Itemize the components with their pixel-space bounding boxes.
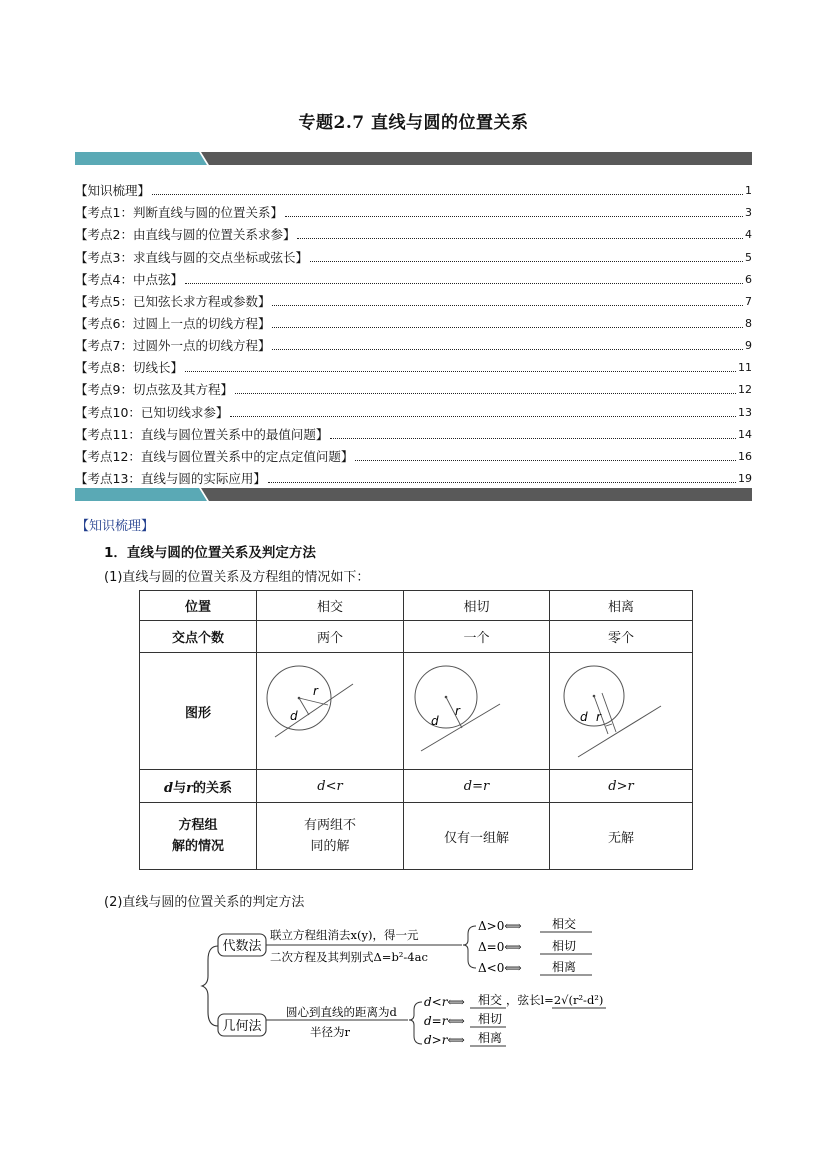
toc-entry[interactable] (75, 243, 752, 265)
footer-band (75, 488, 752, 501)
geometry-desc-2: 半径为r (310, 1025, 350, 1039)
toc-leader-dots (285, 216, 743, 217)
algebra-cond-3: Δ<0⟺ (478, 961, 522, 975)
table-row (140, 591, 693, 621)
geometry-desc-1: 圆心到直线的距离为d (286, 1005, 397, 1019)
toc-leader-dots (272, 305, 743, 306)
figure-separate (550, 653, 693, 770)
toc-entry[interactable] (75, 332, 752, 354)
toc-entry[interactable] (75, 221, 752, 243)
cell-text-line: 同的解 (310, 839, 350, 854)
toc-entry[interactable] (75, 376, 752, 398)
label-r: r (455, 704, 460, 718)
toc-entry-label: 【考点13：直线与圆的实际应用】 (75, 470, 266, 486)
cell-count-zero: 零个 (550, 621, 693, 653)
toc-entry-page: 16 (738, 449, 752, 463)
table-row (140, 803, 693, 870)
toc-entry-label: 【考点8：切线长】 (75, 360, 183, 376)
geometry-result-3: 相离 (478, 1031, 503, 1045)
cell-position-tangent: 相切 (404, 591, 550, 621)
relation-table (139, 590, 693, 870)
toc-entry-label: 【知识梳理】 (75, 183, 151, 199)
algebra-cond-1: Δ>0⟺ (478, 919, 522, 933)
toc-entry-label: 【考点1：判断直线与圆的位置关系】 (75, 205, 283, 221)
intersect-diagram (257, 653, 403, 765)
geometry-cond-1: d<r⟺ (424, 995, 465, 1009)
toc-entry[interactable] (75, 310, 752, 332)
tangent-diagram (404, 653, 549, 765)
toc-leader-dots (268, 482, 736, 483)
figure-tangent (404, 653, 550, 770)
cell-relation-greater: d>r (550, 770, 693, 803)
text-and: 与 (173, 780, 187, 796)
algebra-desc-1: 联立方程组消去x(y)，得一元 (270, 928, 419, 942)
cell-relation-equal: d=r (404, 770, 550, 803)
toc-entry-label: 【考点10：已知切线求参】 (75, 404, 229, 420)
algebra-method-label: 代数法 (222, 939, 262, 954)
toc-entry-page: 8 (745, 316, 752, 330)
label-line-2: 解的情况 (171, 839, 224, 854)
cell-position-intersect: 相交 (257, 591, 404, 621)
algebra-cond-2: Δ=0⟺ (478, 940, 522, 954)
cell-solution-two (257, 803, 404, 870)
toc-entry-label: 【考点6：过圆上一点的切线方程】 (75, 315, 271, 331)
label-d: d (580, 710, 588, 724)
toc-entry[interactable] (75, 443, 752, 465)
algebra-result-1: 相交 (552, 917, 577, 931)
table-of-contents (75, 177, 752, 487)
toc-leader-dots (235, 393, 736, 394)
toc-entry-page: 6 (745, 272, 752, 286)
symbol-d: d (164, 780, 174, 796)
toc-entry-page: 7 (745, 294, 752, 308)
toc-leader-dots (272, 327, 743, 328)
cell-count-one: 一个 (404, 621, 550, 653)
table-row (140, 770, 693, 803)
sub-heading: 1．直线与圆的位置关系及判定方法 (104, 545, 316, 561)
toc-entry-page: 3 (745, 206, 752, 220)
toc-entry-page: 11 (738, 361, 752, 375)
band-graphic (75, 152, 752, 165)
cell-relation-less: d<r (257, 770, 404, 803)
toc-entry-page: 13 (738, 405, 752, 419)
toc-leader-dots (330, 438, 736, 439)
method-diagram (200, 912, 620, 1057)
toc-entry-page: 5 (745, 250, 752, 264)
toc-entry[interactable] (75, 465, 752, 487)
toc-entry-page: 9 (745, 339, 752, 353)
algebra-result-2: 相切 (552, 939, 577, 953)
toc-entry[interactable] (75, 266, 752, 288)
page-title: 专题2.7 直线与圆的位置关系 (298, 113, 529, 133)
paragraph-1: (1)直线与圆的位置关系及方程组的情况如下： (104, 570, 370, 585)
toc-leader-dots (310, 261, 743, 262)
toc-leader-dots (297, 238, 743, 239)
cell-solution-one: 仅有一组解 (404, 803, 550, 870)
toc-entry-label: 【考点9：切点弦及其方程】 (75, 382, 233, 398)
toc-leader-dots (272, 349, 743, 350)
toc-entry-page: 1 (745, 184, 752, 198)
geometry-result-2: 相切 (478, 1012, 503, 1026)
toc-leader-dots (185, 371, 736, 372)
band-graphic (75, 488, 752, 501)
row-header-figure: 图形 (140, 653, 257, 770)
cell-text-line: 有两组不 (303, 818, 356, 833)
toc-entry-label: 【考点12：直线与圆位置关系中的定点定值问题】 (75, 448, 354, 464)
label-d: d (431, 714, 439, 728)
toc-entry[interactable] (75, 177, 752, 199)
toc-entry[interactable] (75, 354, 752, 376)
paragraph-2: (2)直线与圆的位置关系的判定方法 (104, 895, 305, 910)
text-relation: 的关系 (192, 780, 232, 796)
cell-position-separate: 相离 (550, 591, 693, 621)
algebra-result-3: 相离 (552, 960, 577, 974)
symbol-r: r (186, 780, 193, 796)
toc-entry[interactable] (75, 199, 752, 221)
header-band (75, 152, 752, 165)
label-r: r (596, 710, 601, 724)
toc-entry-label: 【考点7：过圆外一点的切线方程】 (75, 338, 271, 354)
algebra-desc-2: 二次方程及其判别式Δ=b²-4ac (270, 950, 428, 964)
toc-entry-label: 【考点11：直线与圆位置关系中的最值问题】 (75, 426, 329, 442)
toc-entry-page: 12 (738, 383, 752, 397)
label-line-1: 方程组 (178, 818, 218, 833)
toc-leader-dots (185, 283, 743, 284)
geometry-cond-3: d>r⟺ (424, 1033, 465, 1047)
toc-leader-dots (355, 460, 736, 461)
toc-entry-label: 【考点3：求直线与圆的交点坐标或弦长】 (75, 249, 308, 265)
geometry-result-1: 相交 (478, 993, 503, 1007)
toc-entry-page: 19 (738, 471, 752, 485)
label-r: r (313, 684, 318, 698)
toc-entry[interactable] (75, 421, 752, 443)
row-header-count: 交点个数 (140, 621, 257, 653)
cell-count-two: 两个 (257, 621, 404, 653)
toc-entry-page: 4 (745, 228, 752, 242)
toc-entry-label: 【考点2：由直线与圆的位置关系求参】 (75, 227, 296, 243)
table-row (140, 621, 693, 653)
cell-solution-none: 无解 (550, 803, 693, 870)
section-heading: 【知识梳理】 (76, 519, 155, 534)
toc-entry-label: 【考点4：中点弦】 (75, 271, 183, 287)
table-row (140, 653, 693, 770)
toc-leader-dots (152, 194, 743, 195)
geometry-method-label: 几何法 (222, 1019, 262, 1034)
figure-intersect (257, 653, 404, 770)
row-header-solution (140, 803, 257, 870)
toc-entry[interactable] (75, 288, 752, 310)
toc-entry-page: 14 (738, 427, 752, 441)
geometry-cond-2: d=r⟺ (424, 1014, 465, 1028)
chord-length-note: ，弦长l=2√(r²-d²) (506, 993, 604, 1007)
toc-entry[interactable] (75, 398, 752, 420)
label-d: d (290, 709, 298, 723)
separate-diagram (550, 653, 692, 765)
toc-leader-dots (230, 416, 736, 417)
row-header-position: 位置 (140, 591, 257, 621)
toc-entry-label: 【考点5：已知弦长求方程或参数】 (75, 293, 271, 309)
row-header-relation (140, 770, 257, 803)
